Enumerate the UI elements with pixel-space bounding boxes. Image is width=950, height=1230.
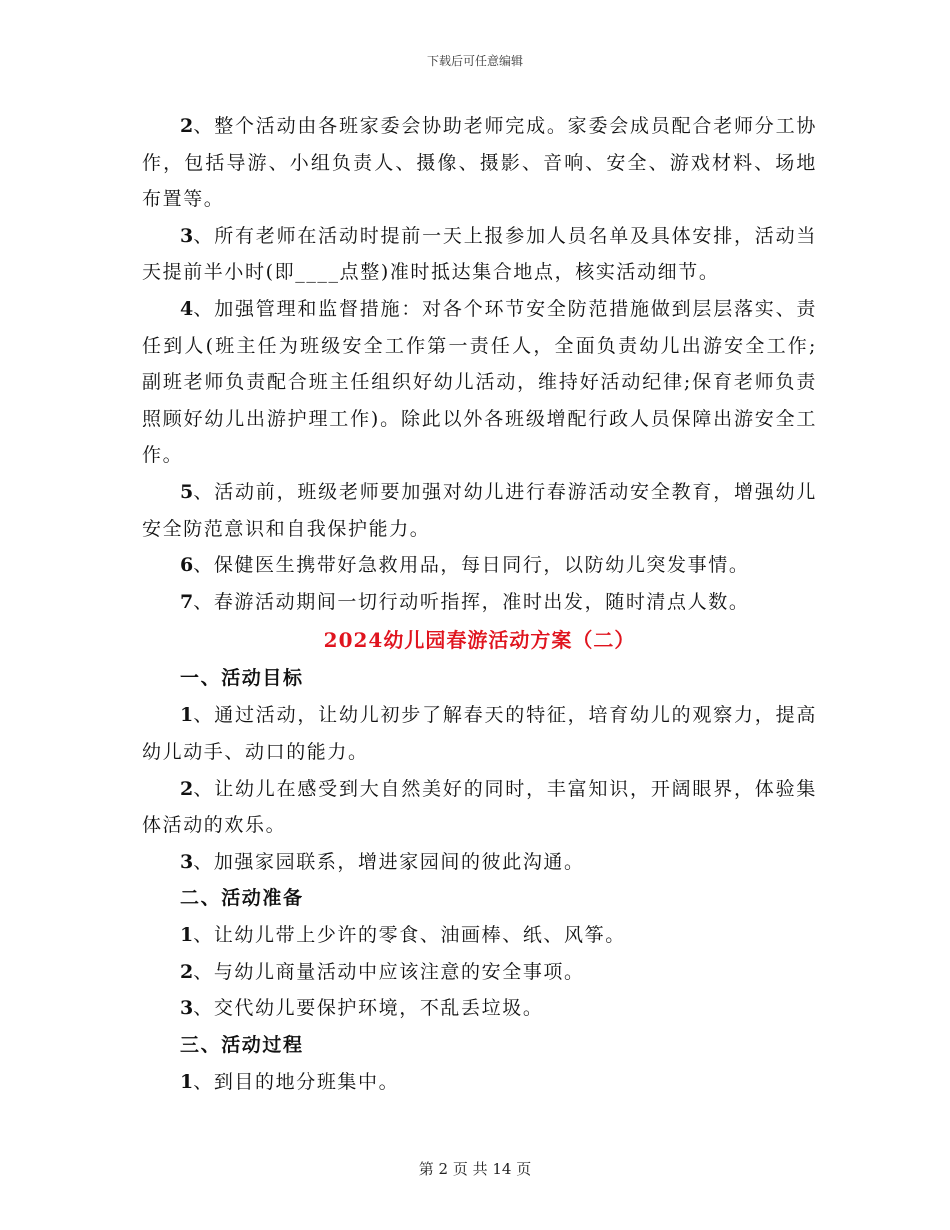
item-text: 、加强管理和监督措施：对各个环节安全防范措施做到层层落实、责任到人(班主任为班级安全工作第一责任人，全面负责幼儿出游安全工作;副班老师负责配合班主任组织好幼儿活动，维持好活动纪律;保育老师负责照顾好幼儿出游护理工作)。除此以外各班级增配行政人员保障出游安全工作。: [142, 297, 817, 467]
item-text: 、加强家园联系，增进家园间的彼此沟通。: [193, 850, 585, 873]
list-item: [142, 917, 817, 954]
item-text: 、让幼儿在感受到大自然美好的同时，丰富知识，开阔眼界，体验集体活动的欢乐。: [142, 777, 817, 837]
section-heading-goals: 一、活动目标: [180, 667, 304, 690]
item-text: 、活动前，班级老师要加强对幼儿进行春游活动安全教育，增强幼儿安全防范意识和自我保护能力。: [142, 480, 817, 540]
item-text: 、让幼儿带上少许的零食、油画棒、纸、风筝。: [193, 924, 626, 947]
section-heading-preparation: 二、活动准备: [180, 887, 304, 910]
item-number: 3: [180, 997, 194, 1020]
item-text: 、所有老师在活动时提前一天上报参加人员名单及具体安排，活动当天提前半小时(即____点整)准时抵达集合地点，核实活动细节。: [142, 224, 817, 284]
item-text: 、保健医生携带好急救用品，每日同行，以防幼儿突发事情。: [193, 554, 750, 577]
page-footer: 第 2 页 共 14 页: [418, 1160, 532, 1178]
item-number: 1: [180, 924, 194, 947]
list-item: [142, 1064, 817, 1101]
document-title: 2024幼儿园春游活动方案（二）: [323, 628, 636, 653]
item-number: 2: [180, 115, 194, 137]
list-item: [142, 771, 817, 844]
item-number: 1: [180, 1071, 194, 1094]
item-text: 、与幼儿商量活动中应该注意的安全事项。: [193, 960, 585, 983]
list-item: [142, 108, 817, 218]
item-number: 3: [180, 224, 194, 247]
item-number: 4: [180, 297, 194, 320]
item-number: 3: [180, 850, 194, 873]
item-text: 、春游活动期间一切行动听指挥，准时出发，随时清点人数。: [193, 590, 750, 613]
item-text: 、到目的地分班集中。: [193, 1071, 400, 1094]
item-text: 、交代幼儿要保护环境，不乱丢垃圾。: [193, 997, 544, 1020]
section-heading-process: 三、活动过程: [180, 1034, 304, 1057]
item-number: 2: [180, 777, 194, 800]
item-text: 、整个活动由各班家委会协助老师完成。家委会成员配合老师分工协作，包括导游、小组负责人、摄像、摄影、音响、安全、游戏材料、场地布置等。: [142, 115, 817, 211]
item-number: 2: [180, 960, 194, 983]
item-number: 7: [180, 590, 194, 613]
list-item: [142, 584, 817, 621]
list-item: [142, 844, 817, 881]
list-item: [142, 954, 817, 991]
list-item: [142, 218, 817, 291]
item-number: 1: [180, 704, 194, 727]
item-text: 、通过活动，让幼儿初步了解春天的特征，培育幼儿的观察力，提高幼儿动手、动口的能力。: [142, 704, 817, 763]
page-header: 下载后可任意编辑: [426, 54, 523, 68]
list-item: [142, 291, 817, 474]
item-number: 5: [180, 480, 194, 503]
item-number: 6: [180, 554, 194, 577]
list-item: [142, 697, 817, 770]
list-item: [142, 990, 817, 1027]
list-item: [142, 547, 817, 584]
document-body: [142, 108, 817, 1101]
list-item: [142, 474, 817, 547]
